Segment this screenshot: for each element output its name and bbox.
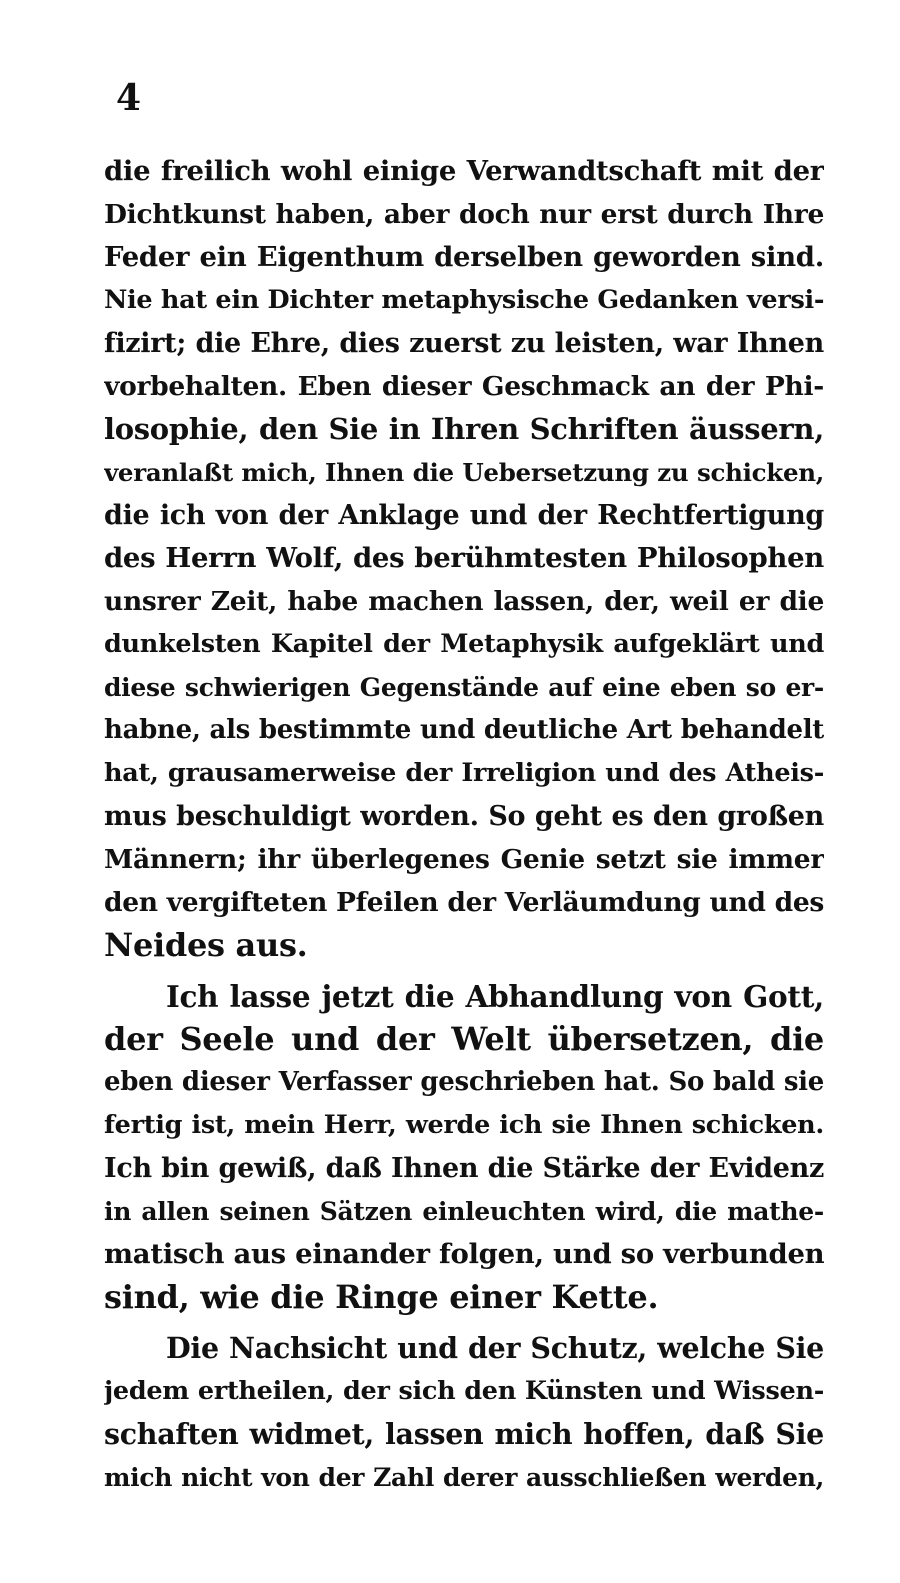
text-line: dunkelsten Kapitel der Metaphysik aufgeklärt und (104, 629, 824, 659)
text-line: habne, als bestimmte und deutliche Art behandelt (104, 715, 824, 745)
text-line: Feder ein Eigenthum derselben geworden sind. (104, 241, 824, 273)
text-line: die freilich wohl einige Verwandtschaft mit der (104, 155, 824, 187)
text-line: fertig ist, mein Herr, werde ich sie Ihnen schicken. (104, 1110, 824, 1140)
text-line: Männern; ihr überlegenes Genie setzt sie immer (104, 844, 824, 875)
text-line: Ich lasse jetzt die Abhandlung von Gott, (166, 979, 824, 1014)
text-line: eben dieser Verfasser geschrieben hat. So bald sie (104, 1067, 824, 1097)
text-line: Dichtkunst haben, aber doch nur erst durch Ihre (104, 199, 824, 230)
text-line: vorbehalten. Eben dieser Geschmack an der Phi- (104, 371, 824, 402)
text-line: jedem ertheilen, der sich den Künsten und Wissen- (104, 1376, 824, 1406)
text-line: fizirt; die Ehre, dies zuerst zu leisten, war Ihnen (104, 328, 824, 359)
text-line: Die Nachsicht und der Schutz, welche Sie (166, 1331, 824, 1365)
text-line: der Seele und der Welt übersetzen, die (104, 1020, 824, 1058)
text-line: Ich bin gewiß, daß Ihnen die Stärke der Evidenz (104, 1153, 824, 1184)
text-line: den vergifteten Pfeilen der Verläumdung und des (104, 887, 824, 918)
text-line: sind, wie die Ringe einer Kette. (104, 1278, 659, 1316)
page-number: 4 (116, 77, 142, 119)
text-line: mich nicht von der Zahl derer ausschließen werden, (104, 1463, 824, 1492)
text-line: schaften widmet, lassen mich hoffen, daß Sie (104, 1417, 824, 1451)
paragraph-2 (104, 975, 824, 1319)
text-line: Nie hat ein Dichter metaphysische Gedanken versi- (104, 285, 824, 315)
text-line: mus beschuldigt worden. So geht es den großen (104, 801, 824, 832)
text-line: losophie, den Sie in Ihren Schriften äussern, (104, 412, 824, 446)
text-line: diese schwierigen Gegenstände auf eine eben so er- (104, 673, 824, 702)
body-text (104, 150, 824, 1499)
text-line: Neides aus. (104, 926, 308, 964)
text-line: in allen seinen Sätzen einleuchten wird, die mathe- (104, 1197, 824, 1226)
text-line: hat, grausamerweise der Irreligion und des Atheis- (104, 758, 824, 788)
text-line: matisch aus einander folgen, und so verbunden (104, 1238, 824, 1270)
text-line: unsrer Zeit, habe machen lassen, der, weil er die (104, 586, 824, 617)
text-line: die ich von der Anklage und der Rechtfertigung (104, 500, 824, 531)
paragraph-3 (104, 1327, 824, 1499)
text-line: veranlaßt mich, Ihnen die Uebersetzung zu schicken, (104, 458, 824, 487)
paragraph-1 (104, 150, 824, 967)
text-line: des Herrn Wolf, des berühmtesten Philosophen (104, 542, 824, 574)
